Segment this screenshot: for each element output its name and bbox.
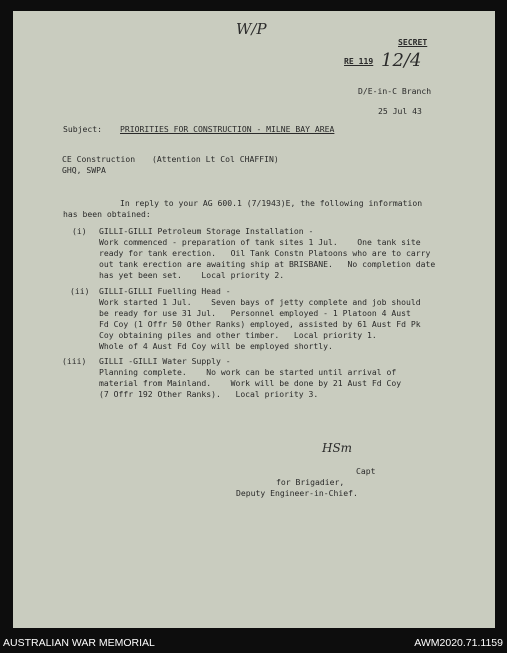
- item-body-line: Whole of 4 Aust Fd Coy will be employed shortly.: [99, 341, 333, 351]
- subject-label: Subject:: [63, 124, 102, 134]
- item-body-line: Work commenced - preparation of tank sites 1 Jul. One tank site: [99, 237, 421, 247]
- item-body-line: be ready for use 31 Jul. Personnel employed - 1 Platoon 4 Aust: [99, 308, 411, 318]
- addressee-attention: (Attention Lt Col CHAFFIN): [152, 154, 279, 164]
- handwritten-initials: HSm: [322, 441, 353, 455]
- item-title: GILLI -GILLI Water Supply -: [99, 356, 231, 366]
- item-body-line: Coy obtaining piles and other timber. Local priority 1.: [99, 330, 377, 340]
- item-body-line: material from Mainland. Work will be done by 21 Aust Fd Coy: [99, 378, 402, 388]
- item-body-line: Work started 1 Jul. Seven bays of jetty complete and job should: [99, 297, 421, 307]
- intro-line-1: In reply to your AG 600.1 (7/1943)E, the following information: [120, 198, 423, 208]
- item-body-line: ready for tank erection. Oil Tank Constn Platoons who are to carry: [99, 248, 431, 258]
- signatory-for: for Brigadier,: [276, 477, 345, 487]
- addressee-line-2: GHQ, SWPA: [62, 165, 106, 175]
- classification-marking: SECRET: [398, 37, 428, 47]
- handwritten-ref-number: 12/4: [381, 50, 422, 71]
- handwritten-top-mark: W/P: [236, 20, 267, 38]
- sender-branch: D/E-in-C Branch: [358, 86, 432, 96]
- item-title: GILLI-GILLI Petroleum Storage Installation -: [99, 226, 314, 236]
- signatory-title: Deputy Engineer-in-Chief.: [236, 488, 358, 498]
- intro-line-2: has been obtained:: [63, 209, 151, 219]
- item-body-line: Planning complete. No work can be started until arrival of: [99, 367, 397, 377]
- item-body-line: Fd Coy (1 Offr 50 Other Ranks) employed, assisted by 61 Aust Fd Pk: [99, 319, 421, 329]
- footer-archive-name: AUSTRALIAN WAR MEMORIAL: [3, 637, 155, 649]
- item-number: (ii): [70, 286, 90, 296]
- document-date: 25 Jul 43: [378, 106, 422, 116]
- subject-text: PRIORITIES FOR CONSTRUCTION - MILNE BAY AREA: [120, 124, 335, 134]
- item-body-line: out tank erection are awaiting ship at BRISBANE. No completion date: [99, 259, 436, 269]
- item-body-line: (7 Offr 192 Other Ranks). Local priority 3.: [99, 389, 319, 399]
- item-title: GILLI-GILLI Fuelling Head -: [99, 286, 231, 296]
- item-body-line: has yet been set. Local priority 2.: [99, 270, 285, 280]
- addressee-line-1: CE Construction: [62, 154, 136, 164]
- signatory-rank: Capt: [356, 466, 376, 476]
- file-reference: RE 119: [344, 56, 374, 66]
- footer-accession-number: AWM2020.71.1159: [414, 637, 503, 649]
- item-number: (iii): [62, 356, 87, 366]
- item-number: (i): [72, 226, 87, 236]
